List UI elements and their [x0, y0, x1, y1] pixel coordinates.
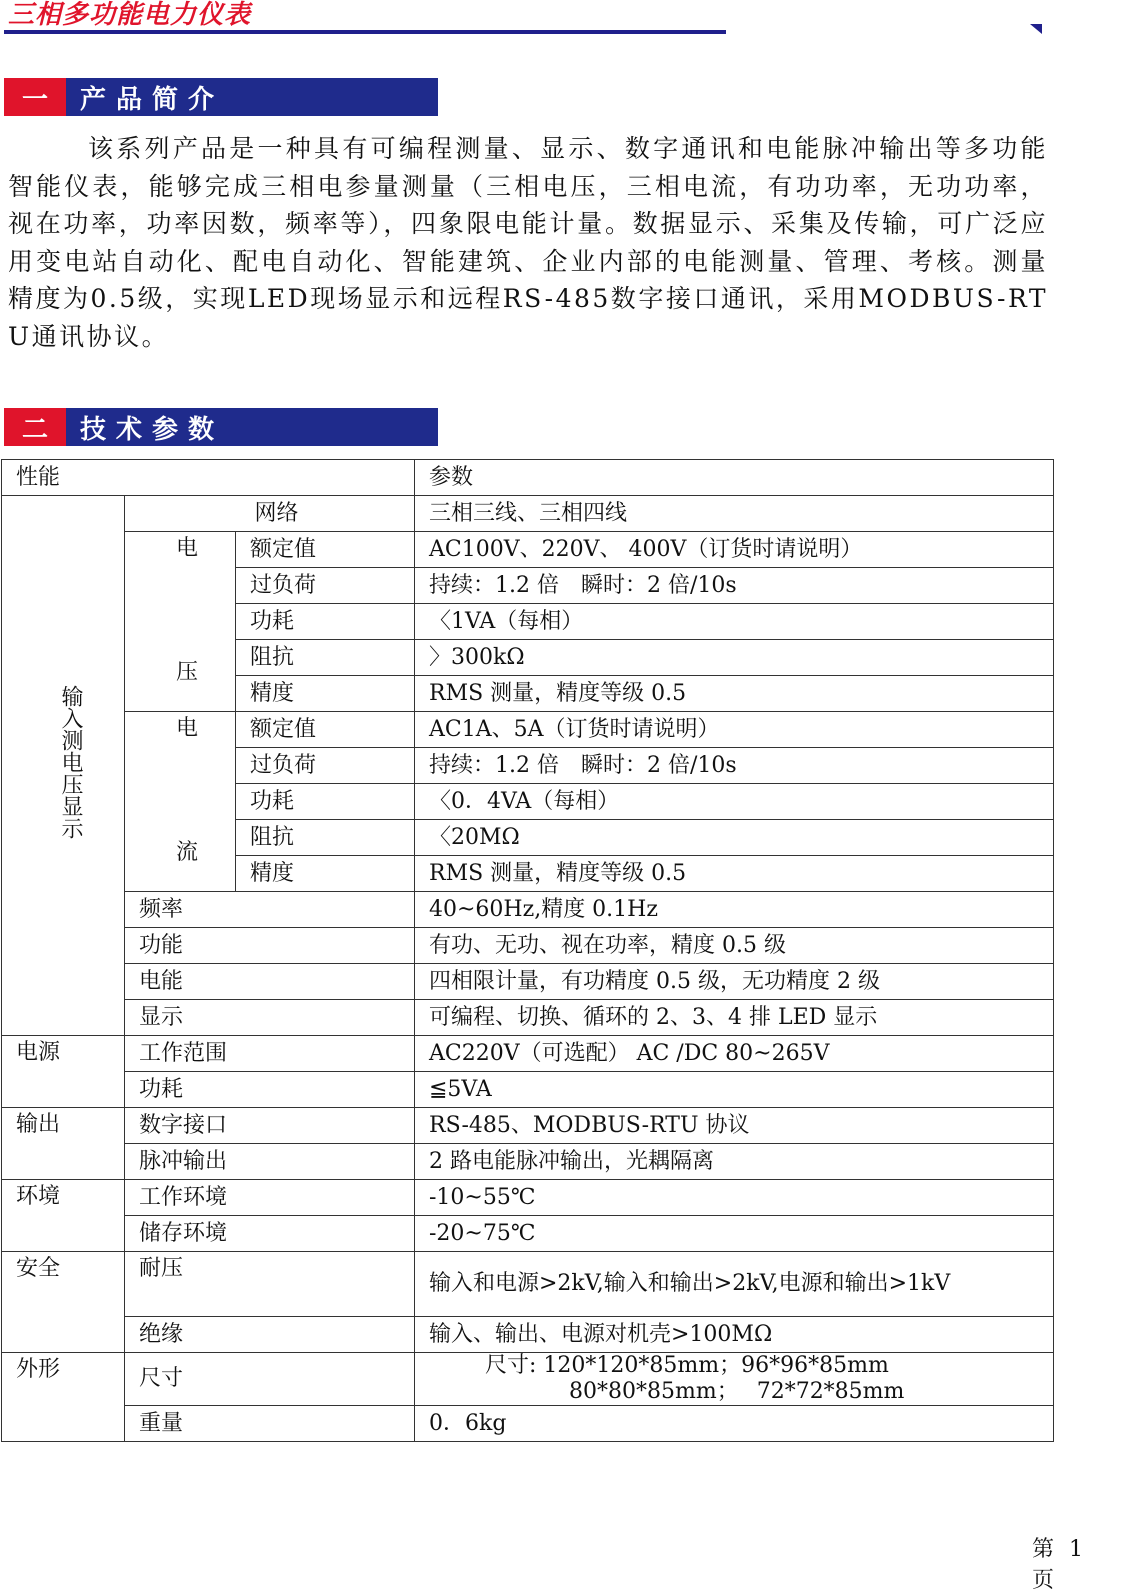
subgroup-char: 压: [175, 660, 198, 685]
row-value: RMS 测量，精度等级 0.5: [415, 856, 1054, 892]
row-value: 持续：1.2 倍 瞬时：2 倍/10s: [415, 748, 1054, 784]
table-row: [2, 1000, 1054, 1036]
row-label: 尺寸: [125, 1353, 415, 1406]
table-row: [2, 532, 1054, 568]
row-label: 显示: [125, 1000, 415, 1036]
row-value: 〈0．4VA（每相）: [415, 784, 1054, 820]
row-label: 过负荷: [236, 568, 415, 604]
row-label: 精度: [236, 856, 415, 892]
group-cell-safety: 安全: [2, 1252, 125, 1353]
table-row: [2, 1036, 1054, 1072]
row-label: 功耗: [236, 784, 415, 820]
spec-table: [1, 459, 1054, 1442]
row-label: 工作环境: [125, 1180, 415, 1216]
group-cell-power: 电源: [2, 1036, 125, 1108]
table-row: [2, 1072, 1054, 1108]
dimension-line: 80*80*85mm； 72*72*85mm: [569, 1379, 905, 1404]
subgroup-cell-current: [125, 712, 236, 892]
row-label: 重量: [125, 1406, 415, 1442]
section-header-specs: [4, 408, 438, 446]
section-number: 一: [4, 78, 66, 116]
subgroup-cell-voltage: [125, 532, 236, 712]
header-cell-parameter: 参数: [415, 460, 1054, 496]
row-value: 持续：1.2 倍 瞬时：2 倍/10s: [415, 568, 1054, 604]
row-value: 四相限计量，有功精度 0.5 级，无功精度 2 级: [415, 964, 1054, 1000]
table-row: [2, 1406, 1054, 1442]
row-label: 功耗: [236, 604, 415, 640]
row-label: 额定值: [236, 712, 415, 748]
section-title: 技术参数: [80, 414, 225, 445]
row-label: 数字接口: [125, 1108, 415, 1144]
group-label-input: 输入测电压显示: [58, 685, 83, 839]
row-label: 工作范围: [125, 1036, 415, 1072]
group-cell-input: [2, 496, 125, 1036]
page-number: 第 1 页: [1032, 1537, 1087, 1593]
row-label: 储存环境: [125, 1216, 415, 1252]
row-label: 绝缘: [125, 1317, 415, 1353]
row-label: 额定值: [236, 532, 415, 568]
row-value: RMS 测量，精度等级 0.5: [415, 676, 1054, 712]
row-value: 〈1VA（每相）: [415, 604, 1054, 640]
row-value: AC100V、220V、 400V（订货时请说明）: [415, 532, 1054, 568]
row-label: 功耗: [125, 1072, 415, 1108]
row-value: AC1A、5A（订货时请说明）: [415, 712, 1054, 748]
table-row: [2, 496, 1054, 532]
subgroup-char: 流: [175, 840, 198, 865]
row-value: RS-485、MODBUS-RTU 协议: [415, 1108, 1054, 1144]
title-underline: [4, 30, 726, 34]
row-label: 电能: [125, 964, 415, 1000]
row-value: -10~55℃: [415, 1180, 1054, 1216]
row-label: 阻抗: [236, 820, 415, 856]
table-row: [2, 1317, 1054, 1353]
table-row: [2, 1216, 1054, 1252]
table-row: [2, 1180, 1054, 1216]
table-row: [2, 1252, 1054, 1317]
table-row: [2, 892, 1054, 928]
row-value: 有功、无功、视在功率，精度 0.5 级: [415, 928, 1054, 964]
document-title: 三相多功能电力仪表: [8, 0, 252, 30]
row-value: 〈20MΩ: [415, 820, 1054, 856]
table-header-row: [2, 460, 1054, 496]
table-row: [2, 1144, 1054, 1180]
table-row: [2, 712, 1054, 748]
row-value: 2 路电能脉冲输出，光耦隔离: [415, 1144, 1054, 1180]
group-cell-shape: 外形: [2, 1353, 125, 1442]
table-row: [2, 964, 1054, 1000]
section-title: 产品简介: [80, 84, 225, 115]
row-value: 0．6kg: [415, 1406, 1054, 1442]
corner-triangle-icon: [1030, 24, 1042, 34]
intro-paragraph: 该系列产品是一种具有可编程测量、显示、数字通讯和电能脉冲输出等多功能智能仪表，能够完成三相电参量测量（三相电压，三相电流，有功功率，无功功率，视在功率，功率因数，频率等），四象限电能计量。数据显示、采集及传输，可广泛应用变电站自动化、配电自动化、智能建筑、企业内部的电能测量、管理、考核。测量精度为0.5级，实现LED现场显示和远程RS-485数字接口通讯，采用MODBUS-RTU通讯协议。: [8, 134, 1048, 351]
row-value: 三相三线、三相四线: [415, 496, 1054, 532]
row-label: 耐压: [125, 1252, 415, 1317]
row-value: -20~75℃: [415, 1216, 1054, 1252]
row-label: 过负荷: [236, 748, 415, 784]
subgroup-char: 电: [175, 716, 198, 741]
row-label: 频率: [125, 892, 415, 928]
dimension-line: 尺寸: 120*120*85mm；96*96*85mm: [485, 1353, 889, 1378]
row-value: 可编程、切换、循环的 2、3、4 排 LED 显示: [415, 1000, 1054, 1036]
row-value: ≦5VA: [415, 1072, 1054, 1108]
section-number: 二: [4, 408, 66, 446]
row-label: 精度: [236, 676, 415, 712]
row-label: 网络: [125, 496, 415, 532]
header-cell-performance: 性能: [2, 460, 415, 496]
subgroup-char: 电: [175, 536, 198, 561]
row-value: 40~60Hz,精度 0.1Hz: [415, 892, 1054, 928]
group-cell-output: 输出: [2, 1108, 125, 1180]
row-value: 输入和电源>2kV,输入和输出>2kV,电源和输出>1kV: [415, 1252, 1054, 1317]
table-row: [2, 1353, 1054, 1406]
row-value: 〉300kΩ: [415, 640, 1054, 676]
row-value: 输入、输出、电源对机壳>100MΩ: [415, 1317, 1054, 1353]
row-value: AC220V（可选配） AC /DC 80~265V: [415, 1036, 1054, 1072]
dimension-cell: [415, 1353, 1054, 1406]
section-header-intro: [4, 78, 438, 116]
row-label: 脉冲输出: [125, 1144, 415, 1180]
group-cell-environment: 环境: [2, 1180, 125, 1252]
row-label: 阻抗: [236, 640, 415, 676]
table-row: [2, 1108, 1054, 1144]
table-row: [2, 928, 1054, 964]
row-label: 功能: [125, 928, 415, 964]
